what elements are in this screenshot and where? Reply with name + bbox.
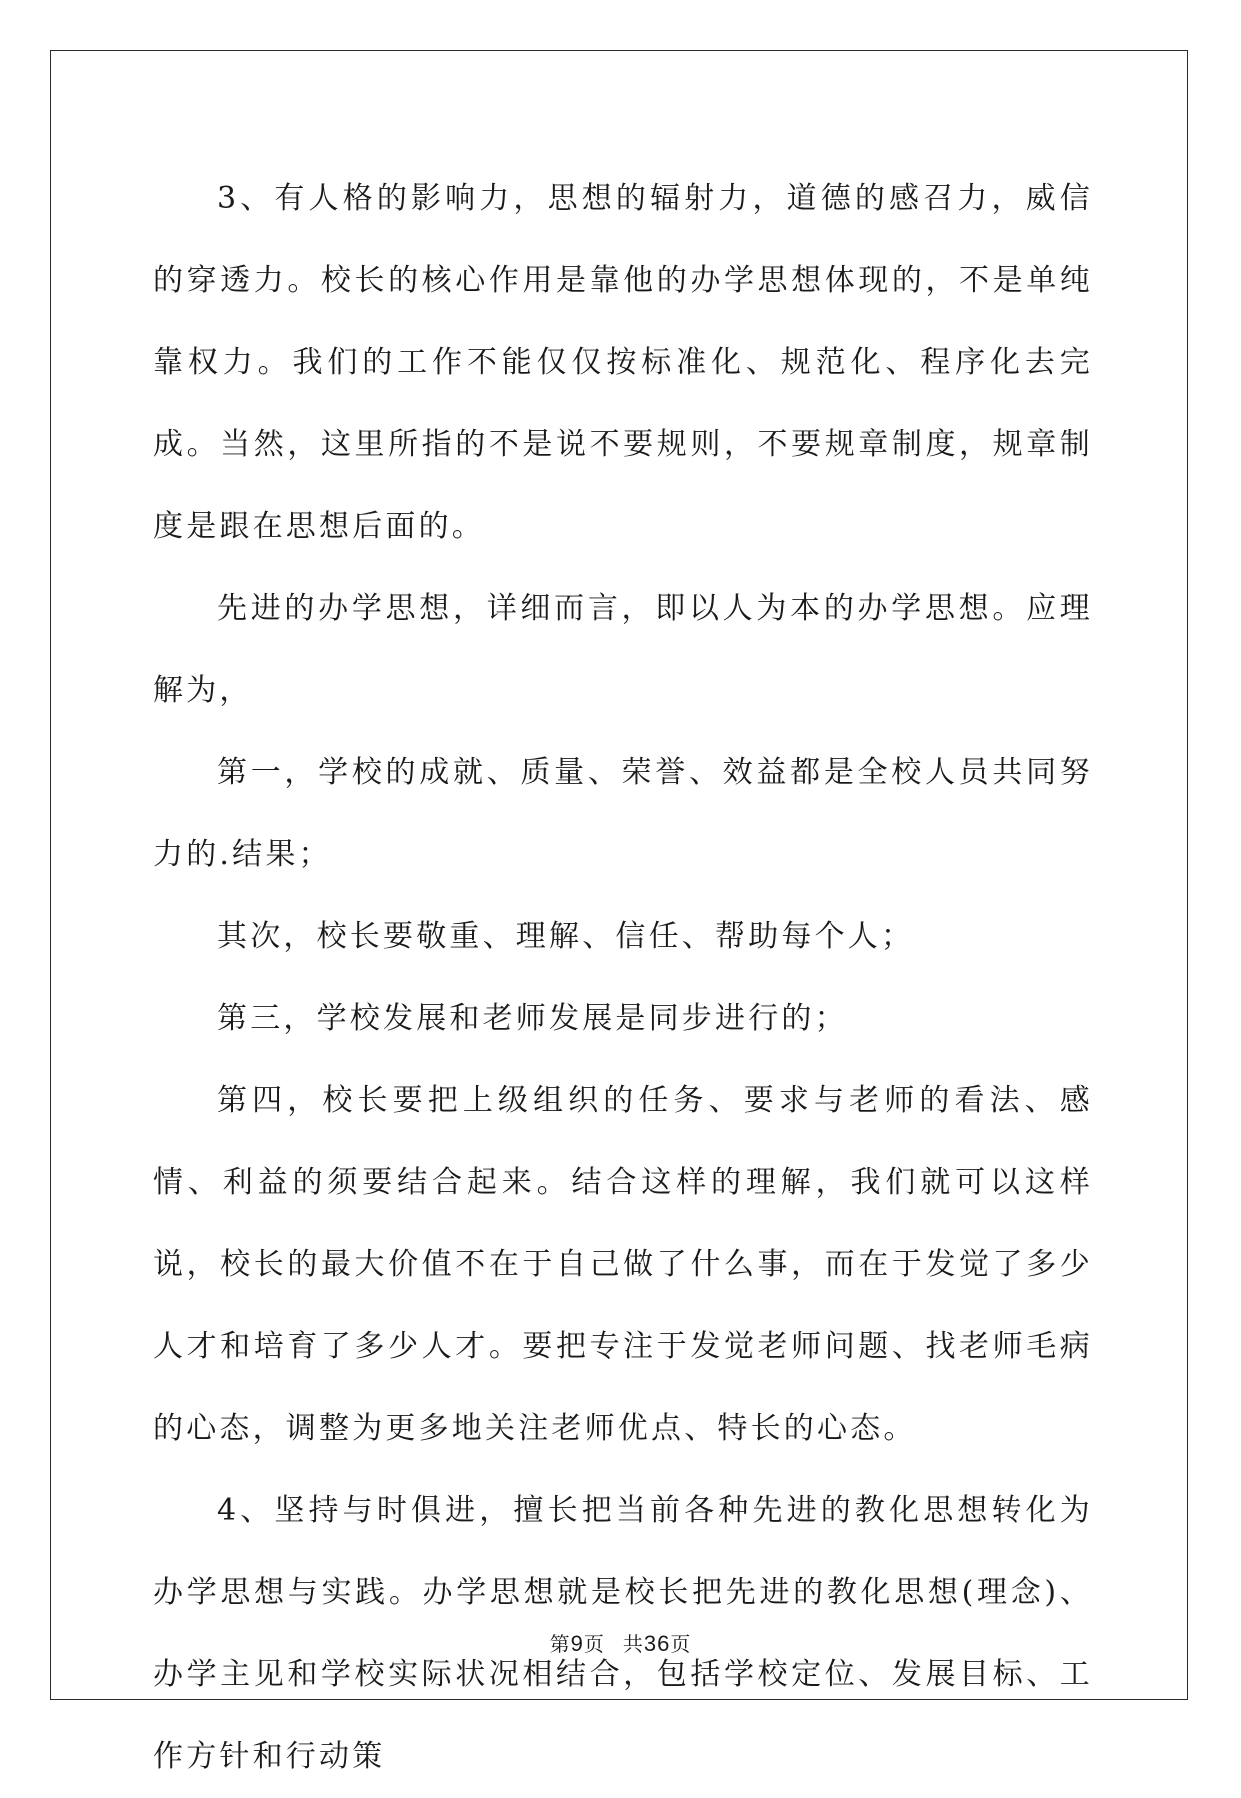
- paragraph-fourth: 第四，校长要把上级组织的任务、要求与老师的看法、感情、利益的须要结合起来。结合这样的理解，我们就可以这样说，校长的最大价值不在于自己做了什么事，而在于发觉了多少人才和培育了多少人才。要把专注于发觉老师问题、找老师毛病的心态，调整为更多地关注老师优点、特长的心态。: [153, 1083, 1093, 1446]
- paragraph-second: 其次，校长要敬重、理解、信任、帮助每个人；: [217, 919, 915, 954]
- page-footer: [0, 1628, 1241, 1657]
- page-suffix: 页: [583, 1632, 605, 1656]
- page-number: 9: [570, 1631, 584, 1656]
- paragraph-first: 第一，学校的成就、质量、荣誉、效益都是全校人员共同努力的.结果；: [153, 755, 1093, 872]
- total-prefix: 共: [622, 1632, 644, 1656]
- paragraph-3: 3、有人格的影响力，思想的辐射力，道德的感召力，威信的穿透力。校长的核心作用是靠他的办学思想体现的，不是单纯靠权力。我们的工作不能仅仅按标准化、规范化、程序化去完成。当然，这里所指的不是说不要规则，不要规章制度，规章制度是跟在思想后面的。: [153, 181, 1093, 544]
- total-pages: 36: [643, 1631, 671, 1656]
- document-body: [153, 158, 1093, 1798]
- total-suffix: 页: [670, 1632, 692, 1656]
- paragraph-4: 4、坚持与时俱进，擅长把当前各种先进的教化思想转化为办学思想与实践。办学思想就是校长把先进的教化思想(理念)、办学主见和学校实际状况相结合，包括学校定位、发展目标、工作方针和行动策: [153, 1493, 1093, 1774]
- page-prefix: 第: [549, 1632, 571, 1656]
- paragraph-advanced-thought: 先进的办学思想，详细而言，即以人为本的办学思想。应理解为，: [153, 591, 1093, 708]
- paragraph-third: 第三，学校发展和老师发展是同步进行的；: [217, 1001, 848, 1036]
